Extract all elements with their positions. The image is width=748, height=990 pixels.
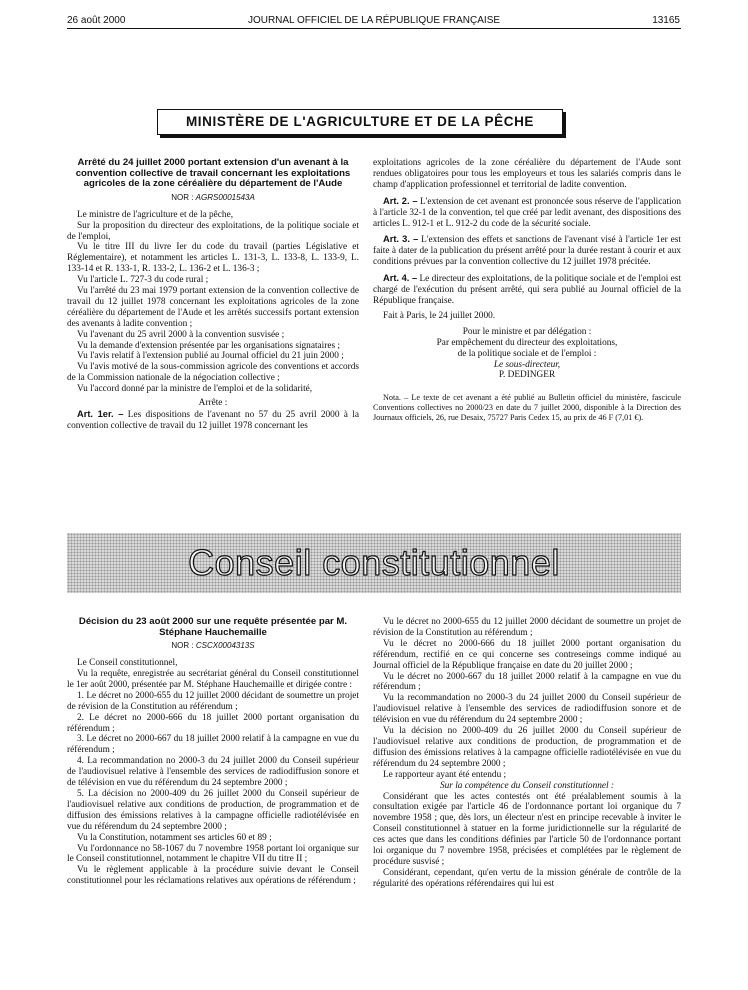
article-1-continued: exploitations agricoles de la zone céréalière du département de l'Aude sont rendues obligatoires pour tous les employeurs et tous les salariés compris dans le champ d'application professionnel et territorial de ladite convention. xyxy=(373,158,681,190)
arrete-paragraph: Vu le titre III du livre Ier du code du travail (parties Législative et Réglementaire), et notamment les articles L. 131-3, L. 133-8, L. 133-9, L. 133-14 et R. 133-1, R. 133-2, L. 136-2 et L. 136-3 ; xyxy=(67,242,359,275)
decision-subheading: Sur la compétence du Conseil constitutionnel : xyxy=(439,780,615,791)
decision-paragraph: 1. Le décret no 2000-655 du 12 juillet 2000 décidant de soumettre un projet de révision de la Constitution au référendum ; xyxy=(67,690,359,712)
decision-nor xyxy=(67,641,359,652)
header-journal-title: JOURNAL OFFICIEL DE LA RÉPUBLIQUE FRANÇAISE xyxy=(247,15,501,26)
article-2-label: Art. 2. – xyxy=(383,195,418,206)
decision-paragraph: Vu le décret no 2000-666 du 18 juillet 2000 portant organisation du référendum, rectifié en ce qui concerne ses contreseings comme indiqué au Journal officiel de la République française en date du 20 juillet 2000 ; xyxy=(373,638,681,671)
arrete-title: Arrêté du 24 juillet 2000 portant extension d'un avenant à la convention collective de travail concernant les exploitations agricoles de la zone céréalière du département de l'Aude xyxy=(75,157,351,190)
article-4 xyxy=(373,273,681,307)
arrete-paragraph: Le ministre de l'agriculture et de la pêche, xyxy=(77,209,234,220)
article-1 xyxy=(67,409,359,432)
arrete-nor-code: AGRS0001543A xyxy=(195,192,255,202)
decision-paragraph: Le Conseil constitutionnel, xyxy=(77,658,178,669)
article-2-text: L'extension de cet avenant est prononcée sous réserve de l'application à l'article 32-1 de la convention, tel que créé par ledit avenant, des dispositions des articles L. 912-1 et L. 912-2 du code de la sécurité sociale. xyxy=(373,196,681,229)
ministry-heading: MINISTÈRE DE L'AGRICULTURE ET DE LA PÊCHE xyxy=(157,109,563,135)
decision-paragraph: Considérant, cependant, qu'en vertu de la mission générale de contrôle de la régularité des opérations référendaires qui lui est xyxy=(373,867,681,889)
header-page-number: 13165 xyxy=(652,15,680,26)
signature-block xyxy=(373,327,681,382)
arrete-right-column xyxy=(373,158,681,422)
decision-paragraph: 5. La décision no 2000-409 du 26 juillet 2000 du Conseil supérieur de l'audiovisuel relative aux conditions de production, de programmation et de diffusion des émissions relatives à la campagne officielle radiotélévisée en vue du référendum du 24 septembre 2000 ; xyxy=(67,788,359,832)
article-3 xyxy=(373,234,681,268)
decision-paragraph: Vu la requête, enregistrée au secrétariat général du Conseil constitutionnel le 1er août 2000, présentée par M. Stéphane Hauchemaille et dirigée contre : xyxy=(67,669,359,690)
decision-paragraph: Vu le règlement applicable à la procédure suivie devant le Conseil constitutionnel pour les réclamations relatives aux opérations de référendum ; xyxy=(67,865,359,887)
arrete-paragraph: Vu l'avenant du 25 avril 2000 à la convention susvisée ; xyxy=(77,329,285,340)
decision-paragraph: Vu la décision no 2000-409 du 26 juillet 2000 du Conseil supérieur de l'audiovisuel relative aux conditions de production, de programmation et de diffusion des émissions relatives à la campagne officielle radiotélévisée en vue du référendum du 24 septembre 2000 ; xyxy=(373,726,681,769)
header-date: 26 août 2000 xyxy=(67,15,126,26)
signature-line: Par empêchement du directeur des exploitations, xyxy=(436,337,618,348)
signature-line: Pour le ministre et par délégation : xyxy=(462,326,592,337)
arrete-paragraph: Vu l'arrêté du 23 mai 1979 portant extension de la convention collective de travail du 12 juillet 1978 concernant les exploitations agricoles de la zone céréalière du département de l'Aude et les arrêtés successifs portant extension des avenants à ladite convention ; xyxy=(67,286,359,329)
decision-right-column xyxy=(373,617,681,890)
decision-paragraph: 4. La recommandation no 2000-3 du 24 juillet 2000 du Conseil supérieur de l'audiovisuel relative à l'ensemble des services de radiodiffusion sonore et de télévision en vue du référendum du 24 septembre 2000 ; xyxy=(67,756,359,789)
decision-paragraph: Le rapporteur ayant été entendu ; xyxy=(383,769,507,780)
decision-title: Décision du 23 août 2000 sur une requête présentée par M. Stéphane Hauchemaille xyxy=(78,616,348,638)
header-rule xyxy=(67,28,681,29)
article-3-label: Art. 3. – xyxy=(383,234,419,245)
arrete-note: Nota. – Le texte de cet avenant a été publié au Bulletin officiel du ministère, fascicule Conventions collectives no 2000/23 en date du 7 juillet 2000, disponible à la Direction des Journaux officiels, 26, rue Desaix, 75727 Paris Cedex 15, au prix de 46 F (7,01 €). xyxy=(373,393,681,422)
decision-paragraph: Vu la Constitution, notamment ses articles 60 et 89 ; xyxy=(77,832,272,843)
arrete-paragraph: Vu l'avis motivé de la sous-commission agricole des conventions et accords de la Commission nationale de la négociation collective ; xyxy=(67,362,359,384)
decision-paragraph: Vu le décret no 2000-655 du 12 juillet 2000 décidant de soumettre un projet de révision de la Constitution au référendum ; xyxy=(373,617,681,638)
decision-paragraph: Vu le décret no 2000-667 du 18 juillet 2000 relatif à la campagne en vue du référendum ; xyxy=(373,671,681,693)
arrete-nor xyxy=(67,193,359,204)
arrete-paragraph: Vu l'accord donné par la ministre de l'emploi et de la solidarité, xyxy=(77,384,313,395)
decision-paragraph: Vu la recommandation no 2000-3 du 24 juillet 2000 du Conseil supérieur de l'audiovisuel relative à l'ensemble des services de radiodiffusion sonore et de télévision en vue du référendum du 24 septembre 2000 ; xyxy=(373,693,681,726)
section-banner-title: Conseil constitutionnel xyxy=(188,542,560,583)
arrete-left-column xyxy=(67,158,359,432)
arrete-decides-label: Arrête : xyxy=(198,398,228,409)
article-2 xyxy=(373,196,681,230)
signing-date: Fait à Paris, le 24 juillet 2000. xyxy=(383,310,496,321)
arrete-nor-label: NOR : xyxy=(171,192,194,202)
article-1-label: Art. 1er. – xyxy=(77,409,124,419)
decision-paragraph: 2. Le décret no 2000-666 du 18 juillet 2000 portant organisation du référendum ; xyxy=(67,712,359,734)
arrete-paragraph: Vu l'avis relatif à l'extension publié au Journal officiel du 21 juin 2000 ; xyxy=(77,351,344,362)
arrete-paragraph: Vu la demande d'extension présentée par les organisations signataires ; xyxy=(77,340,340,351)
signature-line: Le sous-directeur, xyxy=(493,359,561,370)
article-4-text: Le directeur des exploitations, de la politique sociale et de l'emploi est chargé de l'exécution du présent arrêté, qui sera publié au Journal officiel de la République française. xyxy=(373,274,682,306)
article-3-text: L'extension des effets et sanctions de l'avenant visé à l'article 1er est faite à dater de la publication du présent arrêté pour la durée restant à courir et aux conditions prévues par la convention collective du 12 juillet 1978 précitée. xyxy=(373,235,681,268)
arrete-paragraph: Vu l'article L. 727-3 du code rural ; xyxy=(77,275,209,286)
decision-paragraph: Considérant que les actes contestés ont été préalablement soumis à la consultation exigée par l'article 46 de l'ordonnance portant loi organique du 7 novembre 1958 ; que, dès lors, un électeur n'est en principe recevable à inviter le Conseil constitutionnel à statuer en la forme juridictionnelle sur la régularité de ces actes que dans les conditions définies par l'article 50 de l'ordonnance portant loi organique du 7 novembre 1958, précisées et complétées par le règlement de procédure susvisé ; xyxy=(373,791,681,867)
article-1-text: Les dispositions de l'avenant no 57 du 25 avril 2000 à la convention collective de travail du 12 juillet 1978 concernant les xyxy=(67,410,359,431)
article-4-label: Art. 4. – xyxy=(383,273,418,284)
signatory-name: P. DEDINGER xyxy=(498,370,556,381)
decision-left-column xyxy=(67,617,359,887)
decision-nor-label: NOR : xyxy=(171,641,194,651)
decision-nor-code: CSCX0004313S xyxy=(195,641,255,651)
arrete-paragraph: Sur la proposition du directeur des exploitations, de la politique sociale et de l'emploi, xyxy=(67,220,359,242)
decision-paragraph: Vu l'ordonnance no 58-1067 du 7 novembre 1958 portant loi organique sur le Conseil constitutionnel, notamment le chapitre VII du titre II ; xyxy=(67,843,359,865)
signature-line: de la politique sociale et de l'emploi : xyxy=(457,348,597,359)
decision-paragraph: 3. Le décret no 2000-667 du 18 juillet 2000 relatif à la campagne en vue du référendum ; xyxy=(67,734,359,756)
